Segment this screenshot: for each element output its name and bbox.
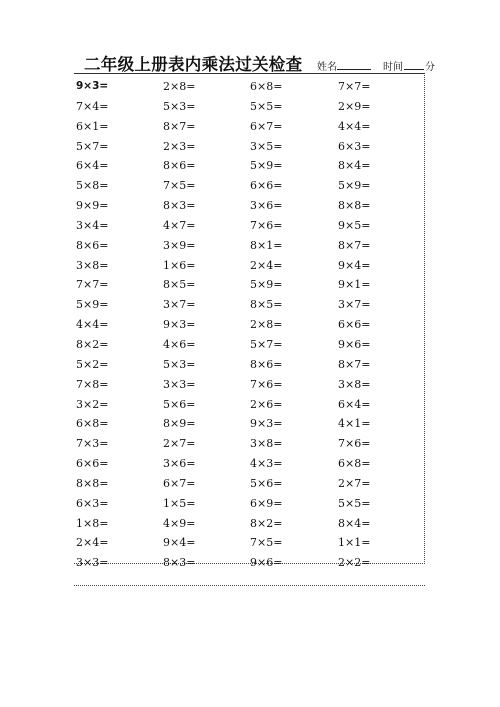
- problem-cell[interactable]: 3×8=: [76, 258, 109, 272]
- problem-cell[interactable]: 9×5=: [338, 218, 371, 232]
- problem-cell[interactable]: 5×5=: [338, 496, 371, 510]
- student-name-field[interactable]: [317, 58, 371, 73]
- problem-cell[interactable]: 9×6=: [338, 337, 371, 351]
- problem-cell[interactable]: 8×2=: [250, 516, 283, 530]
- problem-cell[interactable]: 2×4=: [76, 536, 109, 550]
- problem-cell[interactable]: 2×2=: [338, 556, 371, 570]
- time-blank[interactable]: [404, 60, 424, 70]
- problem-cell[interactable]: 9×1=: [338, 278, 371, 292]
- problem-cell[interactable]: 2×6=: [250, 397, 283, 411]
- problem-grid: [76, 77, 424, 573]
- problem-cell[interactable]: 3×7=: [338, 298, 371, 312]
- problem-cell[interactable]: 3×8=: [338, 377, 371, 391]
- problem-cell[interactable]: 4×9=: [163, 516, 196, 530]
- problem-cell[interactable]: 8×1=: [250, 238, 283, 252]
- problem-cell[interactable]: 3×3=: [163, 377, 196, 391]
- problem-cell[interactable]: 2×9=: [338, 99, 371, 113]
- problem-cell[interactable]: 3×6=: [250, 199, 283, 213]
- problem-cell[interactable]: 1×8=: [76, 516, 109, 530]
- problem-cell[interactable]: 2×4=: [250, 258, 283, 272]
- problem-cell[interactable]: 2×7=: [338, 476, 371, 490]
- problem-cell[interactable]: 8×6=: [76, 238, 109, 252]
- problem-cell[interactable]: 7×6=: [250, 218, 283, 232]
- problem-cell[interactable]: 1×5=: [163, 496, 196, 510]
- problem-cell[interactable]: 7×3=: [76, 437, 109, 451]
- problem-cell[interactable]: 5×2=: [76, 357, 109, 371]
- problem-cell[interactable]: 3×7=: [163, 298, 196, 312]
- problem-cell[interactable]: 7×7=: [76, 278, 109, 292]
- problem-cell[interactable]: 5×9=: [338, 179, 371, 193]
- problem-cell[interactable]: 8×8=: [338, 199, 371, 213]
- problem-cell[interactable]: 4×6=: [163, 337, 196, 351]
- problem-cell[interactable]: 4×3=: [250, 457, 283, 471]
- problem-cell[interactable]: 9×3=: [163, 318, 196, 332]
- problem-cell[interactable]: 6×1=: [76, 119, 109, 133]
- problem-cell[interactable]: 2×3=: [163, 139, 196, 153]
- problem-cell[interactable]: 8×7=: [163, 119, 196, 133]
- problem-cell[interactable]: 5×6=: [250, 476, 283, 490]
- problem-cell[interactable]: 8×6=: [163, 159, 196, 173]
- problem-cell[interactable]: 5×3=: [163, 357, 196, 371]
- problem-cell[interactable]: 8×5=: [163, 278, 196, 292]
- problem-cell[interactable]: 4×7=: [163, 218, 196, 232]
- problem-cell[interactable]: 8×6=: [250, 357, 283, 371]
- problem-cell[interactable]: 7×6=: [250, 377, 283, 391]
- problem-cell[interactable]: 2×8=: [163, 80, 196, 93]
- problem-cell[interactable]: 8×2=: [76, 337, 109, 351]
- problem-cell[interactable]: 8×4=: [338, 159, 371, 173]
- name-blank[interactable]: [337, 60, 371, 70]
- problem-cell[interactable]: 5×9=: [250, 278, 283, 292]
- problem-cell[interactable]: 6×3=: [76, 496, 109, 510]
- problem-cell[interactable]: 7×5=: [163, 179, 196, 193]
- problem-cell[interactable]: 6×4=: [76, 159, 109, 173]
- problem-cell[interactable]: 7×8=: [76, 377, 109, 391]
- problem-cell[interactable]: 3×6=: [163, 457, 196, 471]
- bottom-divider: [74, 585, 425, 586]
- problem-cell[interactable]: 8×5=: [250, 298, 283, 312]
- problem-cell[interactable]: 5×5=: [250, 99, 283, 113]
- problem-cell[interactable]: 8×3=: [163, 199, 196, 213]
- problem-cell[interactable]: 8×7=: [338, 357, 371, 371]
- problem-cell[interactable]: 8×7=: [338, 238, 371, 252]
- problem-cell[interactable]: 7×6=: [338, 437, 371, 451]
- problem-cell[interactable]: 3×2=: [76, 397, 109, 411]
- problem-cell[interactable]: 9×3=: [76, 80, 109, 92]
- time-field[interactable]: [383, 58, 435, 73]
- problem-cell[interactable]: 6×6=: [250, 179, 283, 193]
- problem-cell[interactable]: 7×5=: [250, 536, 283, 550]
- problem-cell[interactable]: 5×9=: [76, 298, 109, 312]
- problem-cell[interactable]: 8×9=: [163, 417, 196, 431]
- problem-cell[interactable]: 6×7=: [163, 476, 196, 490]
- problem-cell[interactable]: 5×8=: [76, 179, 109, 193]
- problem-cell[interactable]: 6×8=: [338, 457, 371, 471]
- problem-cell[interactable]: 8×3=: [163, 556, 196, 570]
- problem-cell[interactable]: 3×4=: [76, 218, 109, 232]
- problem-cell[interactable]: 9×4=: [338, 258, 371, 272]
- problem-cell[interactable]: 7×7=: [338, 80, 371, 93]
- problem-cell[interactable]: 5×7=: [250, 337, 283, 351]
- problem-cell[interactable]: 6×8=: [76, 417, 109, 431]
- problem-cell[interactable]: 2×8=: [250, 318, 283, 332]
- problem-cell[interactable]: 6×7=: [250, 119, 283, 133]
- problem-cell[interactable]: 4×1=: [338, 417, 371, 431]
- time-unit: 分: [425, 62, 435, 73]
- problem-cell[interactable]: 6×9=: [250, 496, 283, 510]
- problem-cell[interactable]: 5×9=: [250, 159, 283, 173]
- problem-cell[interactable]: 8×4=: [338, 516, 371, 530]
- problem-cell[interactable]: 6×4=: [338, 397, 371, 411]
- problem-cell[interactable]: 5×7=: [76, 139, 109, 153]
- problem-cell[interactable]: 7×4=: [76, 99, 109, 113]
- problem-cell[interactable]: 6×6=: [338, 318, 371, 332]
- problem-cell[interactable]: 4×4=: [76, 318, 109, 332]
- problem-cell[interactable]: 4×4=: [338, 119, 371, 133]
- problem-cell[interactable]: 1×1=: [338, 536, 371, 550]
- problem-cell[interactable]: 2×7=: [163, 437, 196, 451]
- problem-cell[interactable]: 3×9=: [163, 238, 196, 252]
- problem-cell[interactable]: 9×6=: [250, 556, 283, 570]
- problem-cell[interactable]: 3×8=: [250, 437, 283, 451]
- problem-cell[interactable]: 6×8=: [250, 80, 283, 93]
- problem-cell[interactable]: 1×6=: [163, 258, 196, 272]
- worksheet-title: 二年级上册表内乘法过关检查: [84, 55, 303, 74]
- problem-cell[interactable]: 5×3=: [163, 99, 196, 113]
- problem-cell[interactable]: 9×9=: [76, 199, 109, 213]
- problem-cell[interactable]: 9×4=: [163, 536, 196, 550]
- problem-cell[interactable]: 3×5=: [250, 139, 283, 153]
- problem-cell[interactable]: 8×8=: [76, 476, 109, 490]
- problem-cell[interactable]: 9×3=: [250, 417, 283, 431]
- problem-cell[interactable]: 6×6=: [76, 457, 109, 471]
- time-label: 时间: [383, 62, 403, 73]
- problem-cell[interactable]: 6×3=: [338, 139, 371, 153]
- problem-cell[interactable]: 3×3=: [76, 556, 109, 570]
- name-label: 姓名: [317, 62, 337, 73]
- problem-cell[interactable]: 5×6=: [163, 397, 196, 411]
